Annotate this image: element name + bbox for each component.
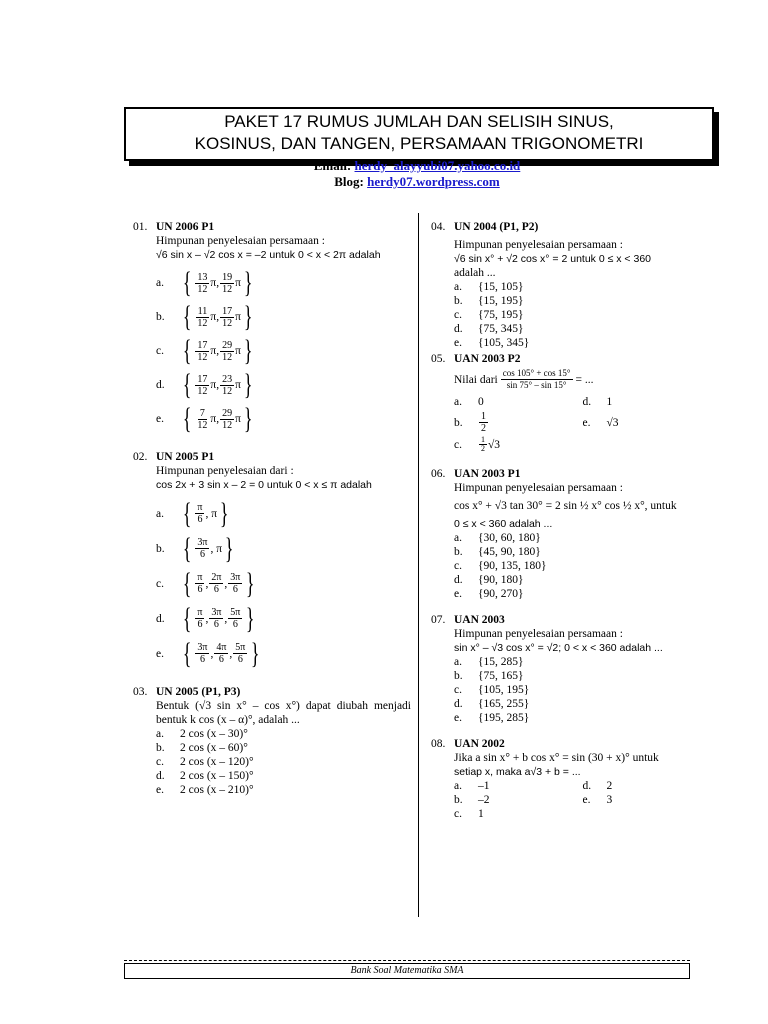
left-brace: { — [182, 266, 192, 299]
fraction — [195, 408, 209, 431]
option-label: b. — [454, 295, 463, 307]
right-column — [431, 220, 711, 831]
fraction-numerator: 17 — [197, 373, 208, 385]
right-brace: } — [243, 266, 253, 299]
option-text: 2 cos (x – 120)° — [180, 756, 254, 768]
option-label: d. — [454, 574, 463, 586]
option-d[interactable]: d. 2 — [582, 780, 613, 792]
option-a[interactable] — [156, 727, 411, 741]
option-text: {75, 195} — [478, 309, 524, 321]
fraction — [214, 642, 228, 665]
fraction-denominator: 12 — [197, 317, 208, 329]
fraction-numerator: 23 — [222, 373, 233, 385]
solution-set — [180, 302, 255, 332]
option-text: 2 cos (x – 210)° — [180, 784, 254, 796]
fraction-numerator: π — [197, 572, 203, 583]
option-a[interactable]: a. –1 — [454, 780, 490, 792]
pi-symbol: π, — [210, 413, 220, 425]
option-label: a. — [454, 281, 462, 293]
fraction-denominator: 12 — [222, 283, 233, 295]
option-label: a. — [156, 728, 164, 740]
fraction-denominator: 6 — [232, 619, 238, 630]
options-row — [454, 807, 711, 821]
option-label: d. — [156, 770, 165, 782]
left-brace: { — [182, 601, 192, 635]
fraction — [220, 340, 234, 363]
option-b[interactable]: b. $\frac{1}{2}$ — [454, 411, 486, 434]
question-equation: √6 sin x – √2 cos x = –2 untuk 0 < x < 2π adalah — [156, 249, 381, 261]
set-tail: , π — [210, 542, 223, 555]
page-footer — [124, 963, 690, 979]
fraction — [228, 607, 242, 630]
fraction-numerator: 29 — [222, 407, 233, 419]
fraction-denominator: 12 — [197, 385, 208, 397]
fraction-numerator: 3π — [197, 642, 208, 653]
option-b[interactable] — [454, 545, 711, 559]
right-brace: } — [243, 402, 253, 435]
fraction-denominator: 12 — [197, 283, 208, 295]
option-text: {90, 270} — [478, 588, 524, 600]
question-06 — [431, 467, 711, 601]
options-list — [156, 266, 411, 436]
option-b[interactable] — [156, 300, 411, 334]
option-text: {45, 90, 180} — [478, 546, 541, 558]
option-b[interactable]: b. –2 — [454, 794, 490, 806]
question-number: 07. — [431, 614, 446, 626]
left-brace: { — [182, 531, 192, 565]
option-a[interactable] — [454, 531, 711, 545]
column-divider — [418, 213, 419, 917]
right-brace: } — [243, 300, 253, 333]
question-source: UAN 2002 — [454, 738, 505, 750]
option-c[interactable] — [454, 559, 711, 573]
option-text: {195, 285} — [478, 712, 530, 724]
option-label: c. — [156, 577, 164, 590]
option-label: e. — [454, 588, 462, 600]
option-text: {75, 165} — [478, 670, 524, 682]
option-e[interactable] — [454, 711, 711, 725]
solution-set — [180, 566, 258, 600]
fraction — [195, 607, 204, 630]
option-d[interactable]: d. 1 — [582, 396, 613, 408]
pi-symbol: π — [235, 277, 241, 289]
options-row — [454, 436, 711, 453]
option-text: 2 cos (x – 60)° — [180, 742, 248, 754]
question-equation-tail: 0 ≤ x < 360 adalah ... — [454, 518, 553, 530]
option-label: e. — [454, 712, 462, 724]
question-text: Himpunan penyelesaian persamaan : — [454, 239, 623, 251]
separator: , — [210, 647, 214, 660]
left-brace: { — [182, 334, 192, 367]
left-brace: { — [182, 368, 192, 401]
question-04 — [431, 220, 711, 350]
option-c[interactable] — [156, 755, 411, 769]
fraction — [220, 408, 234, 431]
options-row — [454, 793, 711, 807]
option-text: 2 cos (x – 150)° — [180, 770, 254, 782]
set-tail: , π — [205, 507, 218, 520]
title-line-2: KOSINUS, DAN TANGEN, PERSAMAAN TRIGONOMETRI — [194, 134, 644, 153]
option-label: b. — [156, 742, 165, 754]
question-text-2: setiap x, maka a√3 + b = ... — [454, 766, 581, 778]
option-label: a. — [156, 277, 164, 289]
fraction-denominator: 12 — [222, 317, 233, 329]
option-a[interactable] — [454, 655, 711, 669]
email-link[interactable]: herdy_alayyubi07.yahoo.co.id — [354, 158, 521, 173]
option-text: {15, 285} — [478, 656, 524, 668]
solution-set — [180, 268, 255, 298]
fraction-denominator: 6 — [213, 584, 219, 595]
option-b[interactable] — [454, 294, 711, 308]
question-03 — [133, 685, 411, 797]
separator: , — [224, 577, 228, 590]
options-row — [454, 395, 711, 409]
fraction — [195, 272, 209, 295]
question-text: Jika a sin x° + b cos x° = sin (30 + x)° untuk — [454, 752, 659, 764]
option-label: d. — [454, 323, 463, 335]
option-d[interactable] — [454, 322, 711, 336]
question-source: UN 2005 P1 — [156, 451, 215, 463]
expression-fraction — [501, 368, 573, 391]
fraction — [195, 642, 209, 665]
fraction-numerator: 19 — [222, 271, 233, 283]
fraction — [195, 340, 209, 363]
option-label: c. — [454, 309, 462, 321]
pi-symbol: π — [235, 379, 241, 391]
option-e[interactable] — [454, 587, 711, 601]
fraction — [228, 572, 242, 595]
fraction — [220, 306, 234, 329]
option-d[interactable] — [454, 573, 711, 587]
solution-set — [180, 636, 263, 670]
question-number: 04. — [431, 221, 446, 233]
fraction-denominator: 6 — [237, 654, 243, 665]
option-label: d. — [454, 698, 463, 710]
option-label: d. — [156, 379, 165, 391]
separator: , — [229, 647, 233, 660]
left-brace: { — [182, 496, 192, 530]
question-source: UAN 2003 P2 — [454, 353, 521, 365]
question-08 — [431, 737, 711, 821]
option-d[interactable] — [156, 368, 411, 402]
question-number: 05. — [431, 353, 446, 365]
option-text: {90, 180} — [478, 574, 524, 586]
fraction-numerator: 17 — [197, 339, 208, 351]
option-label: d. — [156, 612, 165, 625]
fraction — [209, 572, 223, 595]
option-c[interactable]: c. $\frac{1}{2}$ √3 — [454, 435, 501, 453]
pi-symbol: π — [235, 413, 241, 425]
question-number: 03. — [133, 686, 148, 698]
left-brace: { — [182, 300, 192, 333]
option-label: e. — [156, 647, 164, 660]
fraction-denominator: 12 — [222, 351, 233, 363]
option-label: a. — [454, 532, 462, 544]
fraction-denominator: 6 — [199, 549, 205, 560]
question-equation: √6 sin x° + √2 cos x° = 2 untuk 0 ≤ x < 360 — [454, 253, 651, 265]
option-b[interactable] — [454, 669, 711, 683]
option-a[interactable]: a. 0 — [454, 396, 484, 408]
fraction — [195, 537, 209, 560]
right-brace: } — [219, 496, 229, 530]
option-label: c. — [156, 756, 164, 768]
option-label: b. — [156, 311, 165, 323]
solution-set — [180, 336, 255, 366]
solution-set — [180, 601, 258, 635]
question-source: UN 2005 (P1, P3) — [156, 686, 241, 698]
options-list — [454, 280, 711, 350]
right-brace: } — [243, 334, 253, 367]
option-text: 2 cos (x – 30)° — [180, 728, 248, 740]
fraction-denominator: 6 — [197, 619, 203, 630]
solution-set — [180, 370, 255, 400]
option-label: c. — [454, 560, 462, 572]
question-text: Himpunan penyelesaian persamaan : — [454, 628, 623, 640]
fraction-denominator: 12 — [222, 385, 233, 397]
footer-text: Bank Soal Matematika SMA — [350, 965, 464, 976]
pi-symbol: π, — [210, 277, 220, 289]
fraction-denominator: 6 — [232, 584, 238, 595]
question-text: Himpunan penyelesaian persamaan : — [454, 482, 623, 494]
option-label: b. — [454, 546, 463, 558]
option-text: {75, 345} — [478, 323, 524, 335]
question-02 — [133, 450, 411, 671]
fraction — [195, 306, 209, 329]
fraction-denominator: 6 — [218, 654, 224, 665]
fraction-numerator: 5π — [235, 642, 246, 653]
option-b[interactable] — [156, 741, 411, 755]
solution-set — [180, 531, 236, 565]
option-label: b. — [156, 542, 165, 555]
options-list — [156, 727, 411, 797]
fraction-numerator: π — [197, 607, 203, 618]
option-text: {105, 345} — [478, 337, 530, 349]
pi-symbol: π, — [210, 345, 220, 357]
option-text: {30, 60, 180} — [478, 532, 541, 544]
fraction-numerator: 3π — [230, 572, 241, 583]
blog-label: Blog: — [334, 174, 368, 189]
question-equation-tail: adalah ... — [454, 267, 496, 279]
option-d[interactable] — [454, 697, 711, 711]
fraction-denominator: 6 — [213, 619, 219, 630]
fraction-numerator: 29 — [222, 339, 233, 351]
fraction-numerator: π — [197, 502, 203, 513]
question-source: UN 2006 P1 — [156, 221, 215, 233]
option-e[interactable]: e. √3 — [582, 416, 619, 429]
options-list — [454, 531, 711, 601]
left-brace: { — [182, 402, 192, 435]
fraction-denominator: 6 — [197, 584, 203, 595]
pi-symbol: π — [235, 345, 241, 357]
question-equation: sin x° – √3 cos x° = √2; 0 < x < 360 adalah ... — [454, 642, 663, 654]
option-text: {15, 195} — [478, 295, 524, 307]
question-source: UAN 2003 P1 — [454, 468, 521, 480]
fraction-numerator: 5π — [230, 607, 241, 618]
question-expression — [454, 368, 711, 391]
right-brace: } — [224, 531, 234, 565]
title-line-1: PAKET 17 RUMUS JUMLAH DAN SELISIH SINUS, — [224, 112, 614, 131]
options-row — [454, 411, 711, 434]
fraction — [220, 374, 234, 397]
option-b[interactable] — [156, 531, 411, 566]
title-box — [124, 107, 714, 161]
option-label: e. — [156, 784, 164, 796]
option-label: a. — [454, 656, 462, 668]
option-text: {165, 255} — [478, 698, 530, 710]
fraction-numerator: 13 — [197, 271, 208, 283]
question-source: UN 2004 (P1, P2) — [454, 221, 539, 233]
option-text: {90, 135, 180} — [478, 560, 547, 572]
option-label: e. — [454, 337, 462, 349]
fraction — [195, 374, 209, 397]
fraction-denominator: 6 — [197, 514, 203, 525]
options-list — [156, 496, 411, 671]
separator: , — [205, 577, 209, 590]
fraction — [233, 642, 247, 665]
option-label: a. — [156, 507, 164, 520]
option-c[interactable]: c. 1 — [454, 808, 484, 820]
option-d[interactable] — [156, 769, 411, 783]
option-d[interactable] — [156, 601, 411, 636]
fraction — [220, 272, 234, 295]
option-c[interactable] — [156, 566, 411, 601]
question-text: Nilai dari — [454, 373, 498, 386]
fraction — [195, 502, 204, 525]
question-text: Himpunan penyelesaian dari : — [156, 465, 294, 477]
options-row — [454, 779, 711, 793]
right-brace: } — [246, 566, 255, 600]
question-07 — [431, 613, 711, 725]
question-number: 02. — [133, 451, 148, 463]
question-number: 01. — [133, 221, 148, 233]
question-equation: cos x° + √3 tan 30° = 2 sin ½ x° cos ½ x°, untuk — [454, 500, 677, 512]
blog-line — [124, 175, 710, 189]
expression-tail: = ... — [575, 373, 594, 386]
left-brace: { — [182, 566, 192, 600]
fraction-numerator: 7 — [199, 407, 205, 419]
blog-link[interactable]: herdy07.wordpress.com — [367, 174, 500, 189]
fraction-numerator: 4π — [216, 642, 227, 653]
question-text: Bentuk (√3 sin x° – cos x°) dapat diubah menjadi bentuk k cos (x – α)°, adalah ... — [156, 700, 411, 726]
fraction-numerator: cos 105° + cos 15° — [502, 368, 571, 378]
fraction — [195, 572, 204, 595]
option-label: c. — [454, 684, 462, 696]
question-number: 06. — [431, 468, 446, 480]
fraction-denominator: 6 — [199, 654, 205, 665]
fraction-numerator: 11 — [197, 305, 208, 317]
option-e[interactable] — [156, 402, 411, 436]
fraction-numerator: 17 — [222, 305, 233, 317]
question-number: 08. — [431, 738, 446, 750]
option-a[interactable] — [156, 266, 411, 300]
option-text: {105, 195} — [478, 684, 530, 696]
question-equation: cos 2x + 3 sin x – 2 = 0 untuk 0 < x ≤ π adalah — [156, 479, 372, 491]
question-01 — [133, 220, 411, 436]
fraction-denominator: sin 75° – sin 15° — [506, 380, 567, 390]
option-label: b. — [454, 670, 463, 682]
question-text: Himpunan penyelesaian persamaan : — [156, 235, 325, 247]
right-brace: } — [251, 636, 260, 670]
option-a[interactable] — [156, 496, 411, 531]
fraction-numerator: 2π — [211, 572, 222, 583]
options-list — [454, 655, 711, 725]
option-c[interactable] — [156, 334, 411, 368]
fraction-denominator: 12 — [197, 419, 208, 431]
pi-symbol: π, — [210, 311, 220, 323]
solution-set — [180, 496, 231, 530]
email-line — [124, 159, 710, 173]
option-label: e. — [156, 413, 164, 425]
option-text: {15, 105} — [478, 281, 524, 293]
option-c[interactable] — [454, 683, 711, 697]
question-source: UAN 2003 — [454, 614, 505, 626]
separator: , — [205, 612, 209, 625]
right-brace: } — [243, 368, 253, 401]
email-label: Email: — [313, 158, 355, 173]
fraction-denominator: 12 — [197, 351, 208, 363]
option-label: c. — [156, 345, 164, 357]
left-brace: { — [182, 636, 192, 670]
option-e[interactable] — [454, 336, 711, 350]
option-e[interactable] — [156, 783, 411, 797]
pi-symbol: π — [235, 311, 241, 323]
separator: , — [224, 612, 228, 625]
option-e[interactable] — [156, 636, 411, 671]
fraction — [209, 607, 223, 630]
pi-symbol: π, — [210, 379, 220, 391]
question-05 — [431, 352, 711, 453]
left-column — [133, 220, 411, 807]
fraction-numerator: 3π — [211, 607, 222, 618]
option-a[interactable] — [454, 280, 711, 294]
option-c[interactable] — [454, 308, 711, 322]
fraction-denominator: 12 — [222, 419, 233, 431]
option-e[interactable]: e. 3 — [582, 794, 613, 806]
solution-set — [180, 404, 255, 434]
fraction-numerator: 3π — [197, 537, 208, 548]
right-brace: } — [246, 601, 255, 635]
